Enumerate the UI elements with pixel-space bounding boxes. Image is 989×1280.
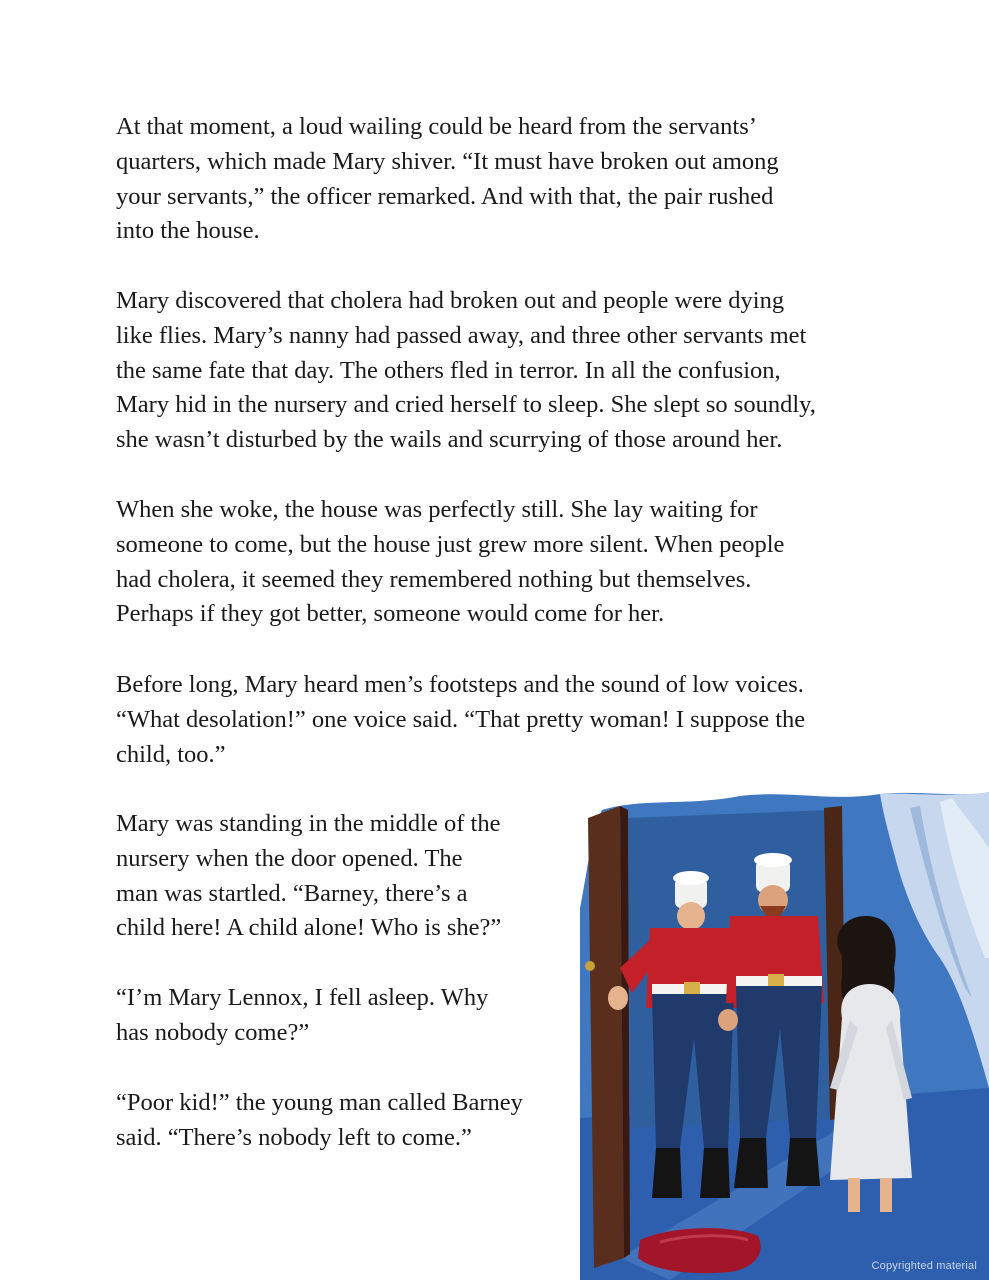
text-line: said. “There’s nobody left to come.” xyxy=(116,1123,472,1151)
text-line: she wasn’t disturbed by the wails and scurrying of those around her. xyxy=(116,426,783,454)
paragraph-6 xyxy=(116,981,488,1051)
text-line: Perhaps if they got better, someone would come for her. xyxy=(116,600,665,628)
text-line: Mary hid in the nursery and cried herself to sleep. She slept so soundly, xyxy=(116,391,816,419)
text-line: “Poor kid!” the young man called Barney xyxy=(116,1089,523,1116)
text-line: man was startled. “Barney, there’s a xyxy=(116,879,468,907)
paragraph-4 xyxy=(116,668,805,772)
text-line: your servants,” the officer remarked. And with that, the pair rushed xyxy=(116,182,774,210)
text-line: nursery when the door opened. The xyxy=(116,844,463,872)
text-line: child, too.” xyxy=(116,740,226,768)
text-line: quarters, which made Mary shiver. “It must have broken out among xyxy=(116,147,779,175)
text-line: When she woke, the house was perfectly still. She lay waiting for xyxy=(116,496,758,523)
paragraph-5 xyxy=(116,807,501,946)
text-line: into the house. xyxy=(116,217,260,245)
left-door xyxy=(588,806,624,1268)
paragraph-2 xyxy=(116,284,816,458)
text-line: At that moment, a loud wailing could be heard from the servants’ xyxy=(116,113,757,140)
soldiers-and-girl-illustration xyxy=(580,788,989,1280)
copyright-watermark: Copyrighted material xyxy=(871,1260,977,1272)
text-line: Mary discovered that cholera had broken out and people were dying xyxy=(116,287,785,314)
text-line: “What desolation!” one voice said. “That pretty woman! I suppose the xyxy=(116,705,806,733)
text-line: Before long, Mary heard men’s footsteps and the sound of low voices. xyxy=(116,671,804,698)
text-line: Mary was standing in the middle of the xyxy=(116,810,501,837)
text-line: child here! A child alone! Who is she?” xyxy=(116,914,502,942)
paragraph-1 xyxy=(116,110,779,249)
text-line: had cholera, it seemed they remembered nothing but themselves. xyxy=(116,565,752,593)
text-line: like flies. Mary’s nanny had passed away, and three other servants met xyxy=(116,321,807,349)
text-line: the same fate that day. The others fled in terror. In all the confusion, xyxy=(116,356,781,384)
text-line: has nobody come?” xyxy=(116,1018,310,1046)
text-line: “I’m Mary Lennox, I fell asleep. Why xyxy=(116,984,489,1011)
paragraph-7 xyxy=(116,1086,523,1156)
door-knob-icon xyxy=(585,961,595,971)
paragraph-3 xyxy=(116,493,784,632)
text-line: someone to come, but the house just grew more silent. When people xyxy=(116,530,785,558)
